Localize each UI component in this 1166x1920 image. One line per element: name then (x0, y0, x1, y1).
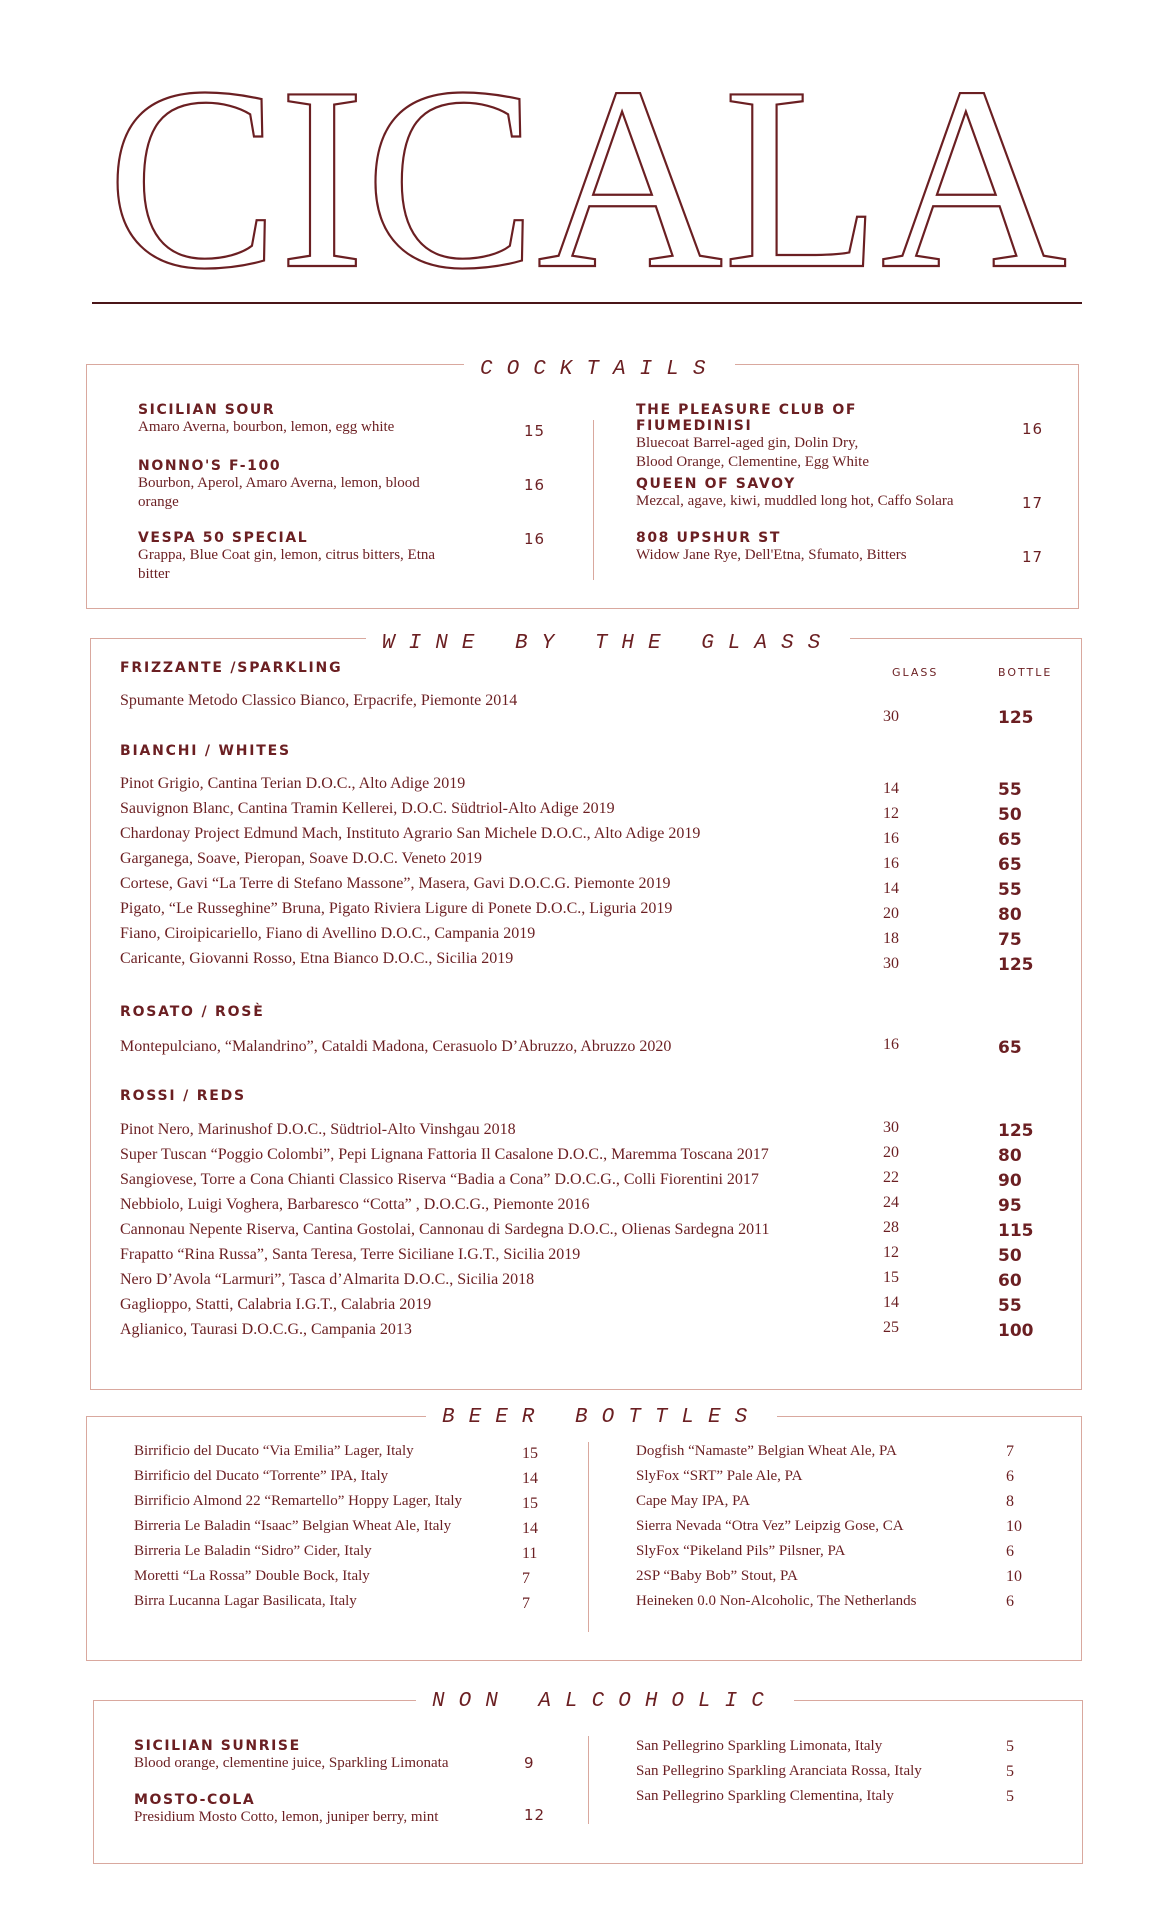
wine-glass-price: 18 (883, 930, 899, 947)
drink-name: MOSTO-COLA (134, 1792, 256, 1808)
wine-bottle-price: 100 (998, 1321, 1034, 1341)
wine-glass-price: 14 (883, 1294, 899, 1311)
wine-category-reds: ROSSI / REDS (120, 1088, 246, 1104)
wine-name: Aglianico, Taurasi D.O.C.G., Campania 2013 (120, 1321, 412, 1338)
cocktail-price: 16 (524, 476, 546, 494)
wine-bottle-price: 55 (998, 780, 1022, 800)
beer-price: 10 (1006, 1568, 1022, 1585)
wine-name: Pinot Nero, Marinushof D.O.C., Südtriol-Alto Vinshgau 2018 (120, 1121, 516, 1138)
cocktail-price: 16 (1022, 420, 1044, 438)
cocktail-name: QUEEN OF SAVOY (636, 476, 796, 492)
beer-price: 7 (1006, 1443, 1014, 1460)
cocktail-name: 808 UPSHUR ST (636, 530, 781, 546)
wine-glass-price: 14 (883, 780, 899, 797)
cocktail-price: 15 (524, 422, 546, 440)
wine-title: WINE BY THE GLASS (366, 632, 850, 655)
wine-bottle-price: 55 (998, 880, 1022, 900)
wine-glass-price: 20 (883, 905, 899, 922)
beer-name: 2SP “Baby Bob” Stout, PA (636, 1568, 798, 1584)
wine-category-sparkling: FRIZZANTE /SPARKLING (120, 660, 343, 676)
wine-name: Nero D’Avola “Larmuri”, Tasca d’Almarita D.O.C., Sicilia 2018 (120, 1271, 535, 1288)
cocktail-name: THE PLEASURE CLUB OF FIUMEDINISI (636, 402, 858, 434)
beer-name: Birreria Le Baladin “Isaac” Belgian Wheat Ale, Italy (134, 1518, 452, 1534)
cocktail-desc: Amaro Averna, bourbon, lemon, egg white (138, 419, 395, 435)
logo-divider (92, 302, 1082, 304)
beer-name: Sierra Nevada “Otra Vez” Leipzig Gose, CA (636, 1518, 904, 1534)
cocktail-price: 17 (1022, 548, 1044, 566)
wine-bottle-price: 90 (998, 1171, 1022, 1191)
wine-glass-price: 15 (883, 1269, 899, 1286)
wine-bottle-price: 95 (998, 1196, 1022, 1216)
beer-name: SlyFox “SRT” Pale Ale, PA (636, 1468, 803, 1484)
drink-name: SICILIAN SUNRISE (134, 1738, 301, 1754)
wine-name: Montepulciano, “Malandrino”, Cataldi Madona, Cerasuolo D’Abruzzo, Abruzzo 2020 (120, 1038, 672, 1055)
cocktail-item (138, 458, 458, 512)
beer-price: 6 (1006, 1468, 1014, 1485)
wine-bottle-price: 125 (998, 708, 1034, 728)
wine-name: Cortese, Gavi “La Terre di Stefano Massone”, Masera, Gavi D.O.C.G. Piemonte 2019 (120, 875, 671, 892)
cocktail-item (636, 402, 966, 472)
wine-glass-price: 28 (883, 1219, 899, 1236)
wine-name: Sangiovese, Torre a Cona Chianti Classico Riserva “Badia a Cona” D.O.C.G., Colli Fiorentini 2017 (120, 1171, 759, 1188)
drink-name: San Pellegrino Sparkling Limonata, Italy (636, 1738, 883, 1754)
cocktails-divider (593, 420, 594, 580)
cocktail-name: VESPA 50 SPECIAL (138, 530, 309, 546)
beer-name: Moretti “La Rossa” Double Bock, Italy (134, 1568, 370, 1584)
beer-name: SlyFox “Pikeland Pils” Pilsner, PA (636, 1543, 846, 1559)
wine-glass-price: 25 (883, 1319, 899, 1336)
wine-glass-price: 30 (883, 1119, 899, 1136)
beer-price: 14 (522, 1470, 538, 1487)
cocktail-name: NONNO'S F-100 (138, 458, 282, 474)
cocktail-item (138, 402, 458, 437)
wine-glass-price: 22 (883, 1169, 899, 1186)
cocktail-item (636, 476, 1006, 511)
beer-price: 10 (1006, 1518, 1022, 1535)
cocktail-price: 17 (1022, 494, 1044, 512)
cocktail-item (138, 530, 458, 584)
cocktail-name: SICILIAN SOUR (138, 402, 276, 418)
wine-bottle-price: 125 (998, 1121, 1034, 1141)
wine-bottle-price: 80 (998, 1146, 1022, 1166)
wine-name: Pinot Grigio, Cantina Terian D.O.C., Alto Adige 2019 (120, 775, 466, 792)
beer-name: Birrificio Almond 22 “Remartello” Hoppy Lager, Italy (134, 1493, 463, 1509)
cocktail-desc: Widow Jane Rye, Dell'Etna, Sfumato, Bitters (636, 547, 907, 563)
wine-glass-price: 20 (883, 1144, 899, 1161)
cocktail-item (636, 530, 1006, 565)
non-alcoholic-divider (588, 1736, 589, 1824)
wine-bottle-price: 65 (998, 1038, 1022, 1058)
beer-price: 6 (1006, 1593, 1014, 1610)
wine-name: Sauvignon Blanc, Cantina Tramin Kellerei, D.O.C. Südtriol-Alto Adige 2019 (120, 800, 615, 817)
beer-divider (588, 1442, 589, 1632)
wine-bottle-price: 115 (998, 1221, 1034, 1241)
bottle-column-header: BOTTLE (998, 666, 1053, 679)
drink-price: 12 (524, 1806, 546, 1824)
wine-name: Chardonay Project Edmund Mach, Instituto Agrario San Michele D.O.C., Alto Adige 2019 (120, 825, 701, 842)
beer-name: Cape May IPA, PA (636, 1493, 750, 1509)
drink-name: San Pellegrino Sparkling Clementina, Italy (636, 1788, 894, 1804)
drink-price: 9 (524, 1754, 535, 1772)
wine-bottle-price: 65 (998, 855, 1022, 875)
wine-bottle-price: 80 (998, 905, 1022, 925)
wine-name: Spumante Metodo Classico Bianco, Erpacrife, Piemonte 2014 (120, 692, 518, 709)
drink-price: 5 (1006, 1763, 1014, 1780)
wine-bottle-price: 75 (998, 930, 1022, 950)
wine-name: Frapatto “Rina Russa”, Santa Teresa, Terre Siciliane I.G.T., Sicilia 2019 (120, 1246, 581, 1263)
wine-glass-price: 16 (883, 1036, 899, 1053)
beer-price: 6 (1006, 1543, 1014, 1560)
wine-bottle-price: 60 (998, 1271, 1022, 1291)
cocktails-title: COCKTAILS (464, 358, 735, 381)
logo-wordmark: CICALA (107, 66, 1067, 286)
drink-desc: Blood orange, clementine juice, Sparkling Limonata (134, 1755, 449, 1771)
wine-bottle-price: 65 (998, 830, 1022, 850)
beer-name: Birra Lucanna Lagar Basilicata, Italy (134, 1593, 357, 1609)
wine-name: Caricante, Giovanni Rosso, Etna Bianco D.O.C., Sicilia 2019 (120, 950, 514, 967)
cocktail-price: 16 (524, 530, 546, 548)
non-alcoholic-item (134, 1792, 534, 1827)
wine-glass-price: 30 (883, 708, 899, 725)
beer-price: 7 (522, 1595, 530, 1612)
cocktail-desc: Grappa, Blue Coat gin, lemon, citrus bitters, Etna bitter (138, 547, 436, 582)
beer-title: BEER BOTTLES (426, 1406, 777, 1429)
cocktail-desc: Mezcal, agave, kiwi, muddled long hot, Caffo Solara (636, 493, 954, 509)
wine-bottle-price: 125 (998, 955, 1034, 975)
drink-name: San Pellegrino Sparkling Aranciata Rossa, Italy (636, 1763, 922, 1779)
drink-price: 5 (1006, 1738, 1014, 1755)
drink-desc: Presidium Mosto Cotto, lemon, juniper berry, mint (134, 1809, 439, 1825)
cocktail-desc: Bourbon, Aperol, Amaro Averna, lemon, blood orange (138, 475, 420, 510)
wine-glass-price: 24 (883, 1194, 899, 1211)
wine-bottle-price: 50 (998, 1246, 1022, 1266)
wine-glass-price: 30 (883, 955, 899, 972)
cocktail-desc: Bluecoat Barrel-aged gin, Dolin Dry, Blood Orange, Clementine, Egg White (636, 435, 870, 470)
beer-price: 15 (522, 1495, 538, 1512)
beer-price: 14 (522, 1520, 538, 1537)
wine-category-whites: BIANCHI / WHITES (120, 743, 291, 759)
wine-name: Fiano, Ciroipicariello, Fiano di Avellino D.O.C., Campania 2019 (120, 925, 536, 942)
wine-glass-price: 16 (883, 855, 899, 872)
wine-bottle-price: 55 (998, 1296, 1022, 1316)
non-alcoholic-item (134, 1738, 534, 1773)
beer-price: 15 (522, 1445, 538, 1462)
wine-name: Garganega, Soave, Pieropan, Soave D.O.C. Veneto 2019 (120, 850, 482, 867)
wine-glass-price: 16 (883, 830, 899, 847)
wine-glass-price: 12 (883, 805, 899, 822)
beer-name: Dogfish “Namaste” Belgian Wheat Ale, PA (636, 1443, 897, 1459)
wine-name: Gaglioppo, Statti, Calabria I.G.T., Calabria 2019 (120, 1296, 432, 1313)
drink-price: 5 (1006, 1788, 1014, 1805)
beer-price: 7 (522, 1570, 530, 1587)
wine-name: Cannonau Nepente Riserva, Cantina Gostolai, Cannonau di Sardegna D.O.C., Olienas Sardegna 2011 (120, 1221, 770, 1238)
wine-bottle-price: 50 (998, 805, 1022, 825)
wine-name: Nebbiolo, Luigi Voghera, Barbaresco “Cotta” , D.O.C.G., Piemonte 2016 (120, 1196, 590, 1213)
wine-glass-price: 14 (883, 880, 899, 897)
beer-name: Birrificio del Ducato “Torrente” IPA, Italy (134, 1468, 389, 1484)
beer-name: Birrificio del Ducato “Via Emilia” Lager, Italy (134, 1443, 414, 1459)
beer-price: 8 (1006, 1493, 1014, 1510)
beer-name: Heineken 0.0 Non-Alcoholic, The Netherlands (636, 1593, 917, 1609)
beer-name: Birreria Le Baladin “Sidro” Cider, Italy (134, 1543, 372, 1559)
beer-price: 11 (522, 1545, 538, 1562)
wine-category-rose: ROSATO / ROSÈ (120, 1004, 265, 1020)
wine-name: Pigato, “Le Russeghine” Bruna, Pigato Riviera Ligure di Ponete D.O.C., Liguria 2019 (120, 900, 673, 917)
glass-column-header: GLASS (892, 666, 939, 679)
cicala-logo (92, 66, 1082, 286)
wine-name: Super Tuscan “Poggio Colombi”, Pepi Lignana Fattoria Il Casalone D.O.C., Maremma Toscana 2017 (120, 1146, 769, 1163)
non-alcoholic-title: NON ALCOHOLIC (416, 1690, 794, 1713)
wine-glass-price: 12 (883, 1244, 899, 1261)
